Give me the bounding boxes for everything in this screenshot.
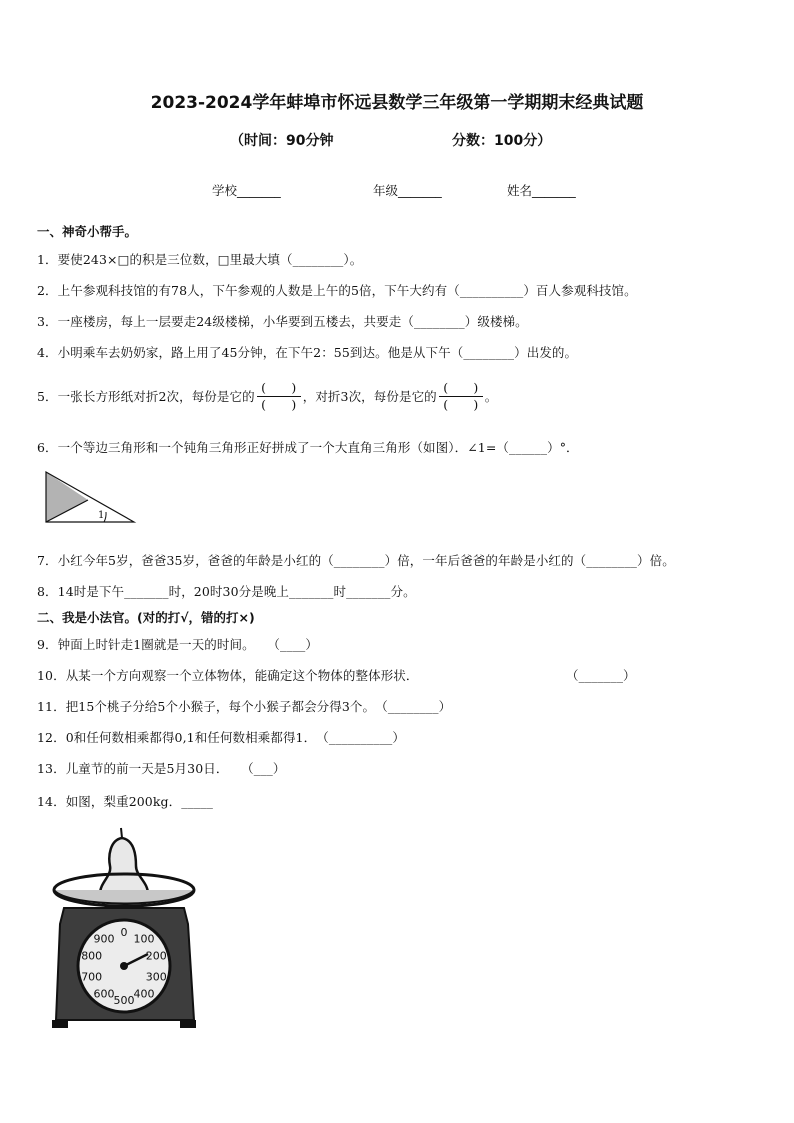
dial-label: 500	[113, 994, 135, 1007]
fraction-denominator: ( )	[443, 396, 479, 412]
question-10-blank: （_______）	[566, 668, 636, 683]
page-title: 2023-2024学年蚌埠市怀远县数学三年级第一学期期末经典试题	[150, 93, 644, 113]
section-heading-1: 一、神奇小帮手。	[37, 224, 138, 239]
question-4: 4．小明乘车去奶奶家，路上用了45分钟，在下午2：55到达。他是从下午（________）出发的。	[37, 345, 578, 360]
question-5-part-a: 5．一张长方形纸对折2次，每份是它的	[37, 389, 255, 404]
fraction-blank-1	[257, 380, 301, 413]
question-14: 14．如图，梨重200kg．_____	[37, 794, 213, 809]
question-5-part-b: ，对折3次，每份是它的	[302, 389, 437, 404]
question-10: 10．从某一个方向观察一个立体物体，能确定这个物体的整体形状．	[37, 668, 419, 683]
dial-label: 600	[93, 987, 115, 1001]
name-field: 姓名_______	[507, 183, 576, 198]
question-6: 6．一个等边三角形和一个钝角三角形正好拼成了一个大直角三角形（如图）．∠1=（______）°．	[37, 440, 579, 455]
question-9: 9．钟面上时针走1圈就是一天的时间。 （____）	[37, 637, 319, 652]
question-5	[37, 374, 497, 418]
scale-foot-right	[180, 1020, 196, 1028]
grade-field: 年级_______	[373, 183, 442, 198]
school-field: 学校_______	[212, 183, 281, 198]
section-heading-2: 二、我是小法官。(对的打√，错的打×)	[37, 610, 255, 625]
time-label: （时间：90分钟	[230, 133, 334, 149]
question-2: 2．上午参观科技馆的有78人，下午参观的人数是上午的5倍，下午大约有（__________）百人参观科技馆。	[37, 283, 637, 298]
fraction-numerator: ( )	[443, 379, 479, 395]
question-13: 13．儿童节的前一天是5月30日． （___）	[37, 761, 286, 776]
question-11: 11．把15个桃子分给5个小猴子，每个小猴子都会分得3个。 （________）	[37, 699, 452, 714]
dial-label: 200	[145, 949, 167, 963]
fraction-numerator: ( )	[261, 379, 297, 395]
question-12: 12．0和任何数相乘都得0,1和任何数相乘都得1． （__________）	[37, 730, 405, 745]
equilateral-triangle-shade	[46, 472, 88, 522]
angle-1-label: 1	[98, 510, 105, 521]
question-1: 1．要使243×□的积是三位数，□里最大填（________）。	[37, 252, 363, 267]
fraction-denominator: ( )	[261, 396, 297, 412]
dial-label: 400	[133, 987, 155, 1001]
dial-hub	[120, 962, 128, 970]
dial-label: 800	[81, 949, 103, 963]
pear-stem	[121, 828, 122, 838]
score-label: 分数：100分）	[452, 133, 552, 149]
fraction-blank-2	[439, 380, 483, 413]
dial-label: 100	[133, 932, 155, 946]
dial-label: 700	[81, 970, 103, 984]
scale-foot-left	[52, 1020, 68, 1028]
dial-label: 300	[145, 970, 167, 984]
dial-label: 900	[93, 932, 115, 946]
question-7: 7．小红今年5岁，爸爸35岁，爸爸的年龄是小红的（________）倍，一年后爸爸的年龄是小红的（________）倍。	[37, 553, 675, 568]
question-5-part-c: 。	[484, 389, 498, 404]
dial-label: 0	[120, 926, 128, 939]
pear-scale-illustration	[48, 824, 198, 1034]
question-8: 8．14时是下午_______时，20时30分是晚上_______时_______分。	[37, 584, 416, 599]
question-3: 3．一座楼房，每上一层要走24级楼梯，小华要到五楼去，共要走（________）级楼梯。	[37, 314, 528, 329]
triangle-figure	[42, 468, 138, 524]
